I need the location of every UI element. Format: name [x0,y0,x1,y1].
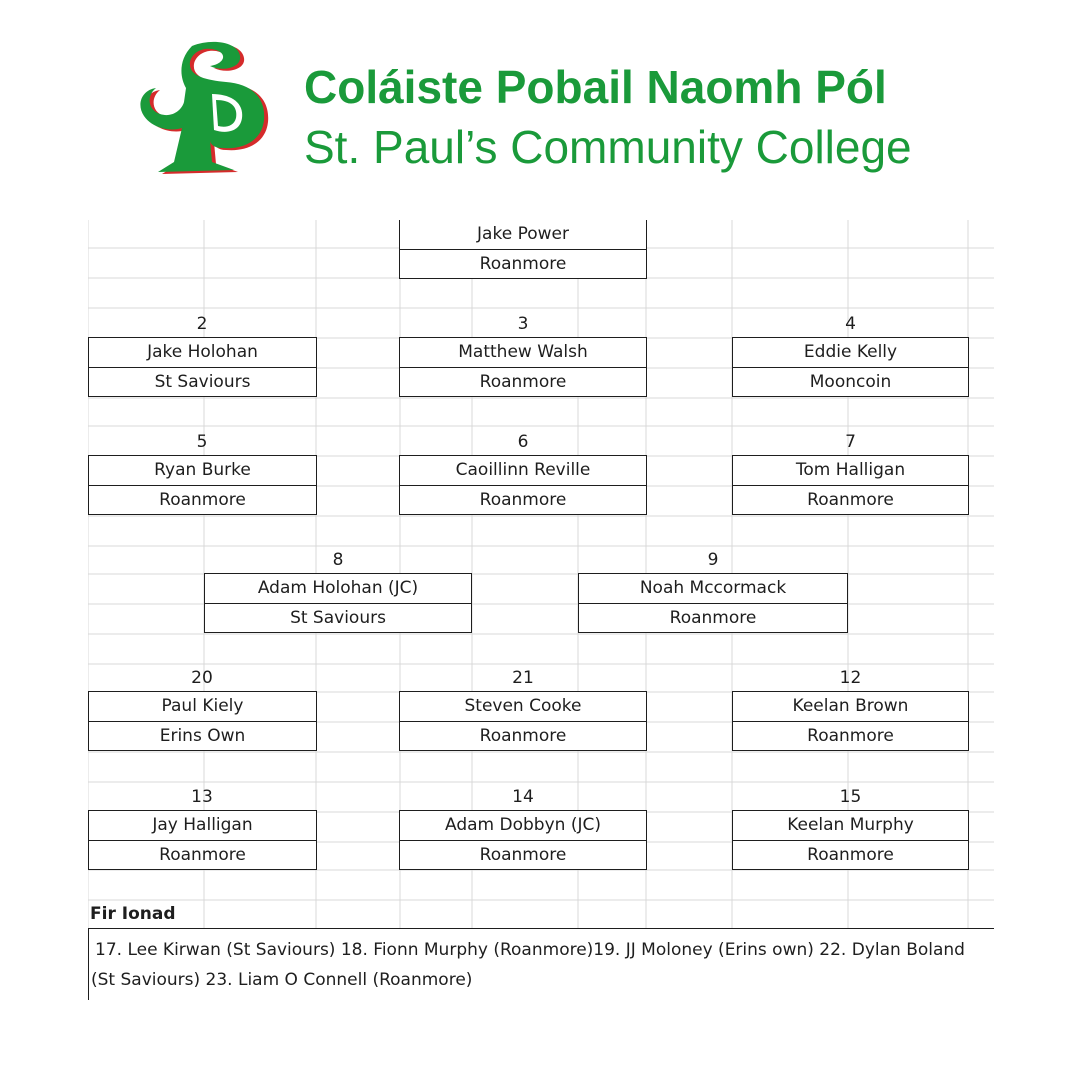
player-club: Erins Own [159,726,246,746]
player-number: 21 [512,668,534,688]
college-name-english: St. Paul’s Community College [304,121,912,173]
player-card-goalkeeper [399,220,647,279]
player-club: Roanmore [479,372,567,392]
player-number: 3 [517,314,529,334]
player-club: Roanmore [807,726,894,746]
player-number: 5 [196,432,208,452]
player-card [578,573,848,633]
team-sheet [88,220,994,1000]
player-name: Jake Power [400,220,646,250]
player-card [88,455,317,515]
player-card [399,337,647,397]
player-card [204,573,472,633]
player-name: Keelan Brown [733,692,968,722]
player-number: 14 [512,787,534,807]
player-name: Ryan Burke [89,456,316,486]
player-name: Jake Holohan [89,338,316,368]
player-number: 4 [845,314,856,334]
player-name: Jay Halligan [89,811,316,841]
player-card [732,810,969,870]
player-name: Eddie Kelly [733,338,968,368]
player-card [88,337,317,397]
player-name: Paul Kiely [89,692,316,722]
player-club: Roanmore [807,490,894,510]
player-name: Keelan Murphy [733,811,968,841]
player-card [88,810,317,870]
player-number: 13 [191,787,213,807]
player-club: Roanmore [159,490,246,510]
substitutes-title: Fir Ionad [90,904,176,924]
player-number: 15 [839,787,862,807]
player-number: 12 [839,668,862,688]
player-club: Roanmore [669,608,757,628]
player-club: Mooncoin [809,372,892,392]
player-club: St Saviours [290,608,386,628]
player-card [399,810,647,870]
player-name: Steven Cooke [400,692,646,722]
player-number: 7 [845,432,856,452]
substitutes-box [88,928,994,1000]
player-number: 8 [332,550,344,570]
player-club: Roanmore [479,845,567,865]
player-card [732,337,969,397]
player-club: St Saviours [154,372,251,392]
player-name: Adam Holohan (JC) [205,574,471,604]
player-number: 20 [191,668,213,688]
player-name: Adam Dobbyn (JC) [400,811,646,841]
college-logo-icon [130,36,272,176]
college-name-irish: Coláiste Pobail Naomh Pól [304,61,887,113]
player-card [88,691,317,751]
player-club: Roanmore [807,845,894,865]
player-number: 2 [196,314,208,334]
player-card [732,455,969,515]
player-club: Roanmore [479,490,567,510]
player-number: 9 [707,550,719,570]
player-name: Caoillinn Reville [400,456,646,486]
player-club: Roanmore [479,254,567,274]
player-name: Matthew Walsh [400,338,646,368]
header [0,0,1080,210]
player-card [399,455,647,515]
player-number: 6 [517,432,529,452]
player-name: Noah Mccormack [579,574,847,604]
player-club: Roanmore [479,726,567,746]
player-name: Tom Halligan [733,456,968,486]
player-club: Roanmore [159,845,246,865]
player-card [399,691,647,751]
player-card [732,691,969,751]
substitutes-list: 17. Lee Kirwan (St Saviours) 18. Fionn Murphy (Roanmore)19. JJ Moloney (Erins own) 22. Dylan Boland (St Saviours) 23. Liam O Connell (Roanmore) [91,940,965,990]
